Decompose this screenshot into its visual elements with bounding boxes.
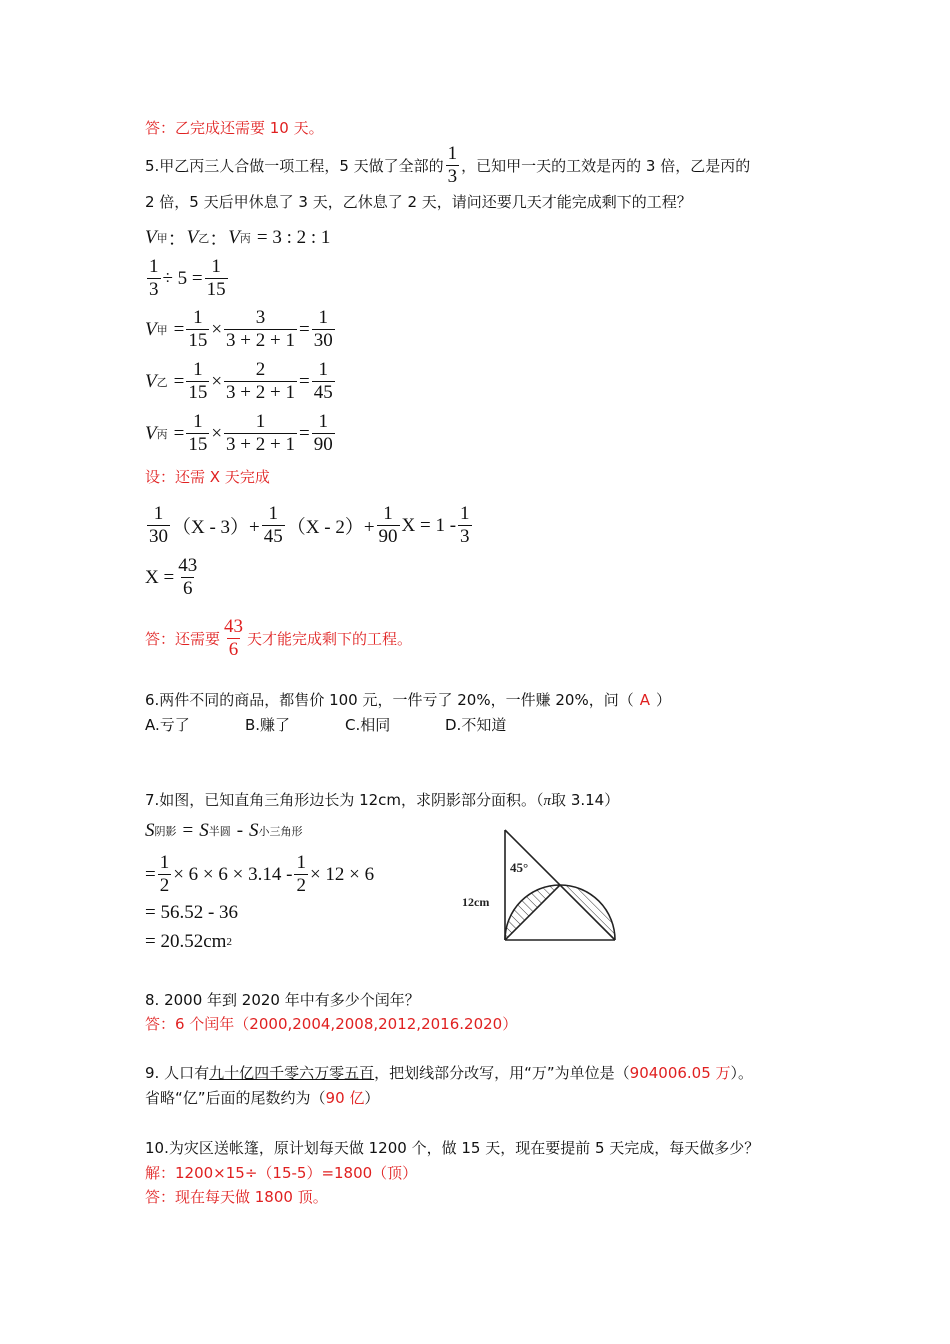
- row-times: ×: [211, 370, 223, 392]
- q6-option-c: C.相同: [345, 716, 391, 734]
- q5-answer-post: 天才能完成剩下的工程。: [247, 630, 413, 648]
- row-res-num: 1: [318, 411, 328, 432]
- row-res-num: 1: [318, 307, 328, 328]
- q7-l3-text: = 56.52 - 36: [145, 902, 239, 923]
- step1-r-num: 1: [211, 256, 221, 277]
- q7-l2-eq: =: [145, 863, 156, 885]
- row-den1: 15: [188, 330, 208, 351]
- q6-option-a: A.亏了: [145, 716, 190, 734]
- q9-line2-pre: 省略“亿”后面的尾数约为（: [145, 1089, 326, 1107]
- q10-solution: 解：1200×15÷（15-5）=1800（顶）: [145, 1164, 418, 1182]
- q9-line2: [145, 1088, 379, 1108]
- q7-figure: [460, 822, 630, 950]
- q7-s1: S: [145, 820, 155, 841]
- q9-answer1: 904006.05 万: [629, 1064, 731, 1082]
- q5-ratio: [145, 224, 330, 251]
- row-eq: =: [173, 422, 185, 444]
- step1-a-num: 1: [149, 256, 159, 277]
- q7-s2: S: [199, 820, 209, 841]
- row-res-den: 90: [313, 434, 333, 455]
- q7-l2-f2-num: 1: [296, 852, 306, 873]
- q5-stem-fraction: [446, 143, 460, 188]
- row-num1: 1: [193, 359, 203, 380]
- q5-stem-frac-num: 1: [447, 143, 458, 164]
- q5-stem-frac-den: 3: [447, 166, 458, 187]
- q5-let: 设：还需 X 天完成: [145, 468, 270, 486]
- q5-solution: [145, 555, 201, 600]
- row-den1: 15: [188, 434, 208, 455]
- q9-underlined: 九十亿四千零六万零五百: [209, 1064, 375, 1082]
- row-sub: 甲: [156, 324, 168, 337]
- q7-eq: =: [182, 820, 194, 841]
- q7-l2-end: × 12 × 6: [309, 863, 375, 885]
- eq-f3-num: 1: [383, 503, 393, 524]
- row-sub: 乙: [156, 376, 168, 389]
- q9-line1: [145, 1063, 753, 1083]
- q7-l4-sup: 2: [226, 936, 232, 948]
- sol-lhs: X =: [145, 566, 175, 588]
- q7-stem: [145, 790, 619, 811]
- row-num2: 2: [255, 359, 266, 380]
- q7-line4: [145, 931, 232, 953]
- eq-t2: （X - 2）+: [286, 517, 375, 538]
- q5-answer-den: 6: [228, 639, 239, 660]
- q5-stem-part2: ，已知甲一天的工效是丙的 3 倍，乙是丙的: [461, 157, 751, 175]
- q7-minus: -: [236, 820, 244, 841]
- q5-answer-num: 43: [224, 616, 244, 637]
- q9-close2: ）: [364, 1089, 380, 1107]
- ratio-sub-jia: 甲: [156, 232, 168, 245]
- row-den2: 3 + 2 + 1: [226, 382, 295, 403]
- q8-answer: 答：6 个闰年（2000,2004,2008,2012,2016.2020）: [145, 1015, 518, 1033]
- row-v: V: [145, 370, 157, 392]
- q9-pre: 9. 人口有: [145, 1064, 210, 1082]
- row-v: V: [145, 422, 157, 444]
- q7-stem-end: 取 3.14）: [551, 791, 620, 809]
- q6-answer: A: [639, 691, 650, 709]
- q5-row-bing: [145, 411, 337, 456]
- step1-op: ÷ 5 =: [162, 267, 203, 289]
- q7-s3: S: [249, 820, 259, 841]
- q5-stem-line1: [145, 143, 750, 188]
- row-num1: 1: [193, 307, 203, 328]
- q6-stem-text: 6.两件不同的商品，都售价 100 元，一件亏了 20%，一件赚 20%，问（: [145, 691, 634, 709]
- q7-sub-xiaosanjiao: 小三角形: [258, 826, 303, 838]
- ratio-v1: V: [145, 226, 157, 248]
- step1-r-den: 15: [206, 279, 226, 300]
- q10-answer: 答：现在每天做 1800 顶。: [145, 1188, 328, 1206]
- ratio-v3: V: [228, 226, 240, 248]
- ratio-v2: V: [186, 226, 199, 248]
- row-eq: =: [173, 370, 185, 392]
- q5-answer: [145, 616, 412, 661]
- row-num2: 1: [255, 411, 266, 432]
- q7-sub-yinying: 阴影: [154, 826, 177, 838]
- eq-f3-den: 90: [378, 526, 398, 547]
- row-times: ×: [211, 318, 223, 340]
- q6-option-d: D.不知道: [445, 716, 507, 734]
- eq-t3: X = 1 -: [401, 514, 457, 536]
- q7-l2-mid: × 6 × 6 × 3.14 -: [173, 863, 293, 885]
- q7-l2-f1-num: 1: [159, 852, 170, 873]
- row-sub: 丙: [156, 428, 168, 441]
- q7-line1: [145, 820, 303, 842]
- row-num2: 3: [255, 307, 266, 328]
- q5-stem-line2: 2 倍，5 天后甲休息了 3 天，乙休息了 2 天，请问还要几天才能完成剩下的工程？: [145, 193, 692, 211]
- ratio-rhs: = 3 : 2 : 1: [256, 226, 331, 248]
- row-v: V: [145, 318, 157, 340]
- q4-answer: 答：乙完成还需要 10 天。: [145, 119, 324, 137]
- q7-sub-banyuan: 半圆: [208, 826, 231, 838]
- q7-pi: π: [543, 793, 552, 809]
- row-res-den: 30: [313, 330, 333, 351]
- q9-answer2: 90 亿: [325, 1089, 365, 1107]
- ratio-sub-yi: 乙: [198, 232, 210, 245]
- q5-row-jia: [145, 307, 337, 352]
- row-den1: 15: [188, 382, 208, 403]
- ratio-sub-bing: 丙: [239, 232, 251, 245]
- sol-den: 6: [182, 578, 193, 599]
- angle-label: 45°: [510, 860, 529, 875]
- row-res-den: 45: [313, 382, 333, 403]
- q7-line3: [145, 902, 238, 924]
- eq-f2-den: 45: [263, 526, 283, 547]
- q6-close: ）: [655, 691, 671, 709]
- q7-l2-f1-den: 2: [159, 875, 170, 896]
- q7-l4-text: = 20.52cm: [145, 931, 227, 952]
- row-den2: 3 + 2 + 1: [226, 434, 295, 455]
- q5-row-yi: [145, 359, 337, 404]
- row-eq2: =: [298, 422, 310, 444]
- q5-stem-part1: 5.甲乙丙三人合做一项工程，5 天做了全部的: [145, 157, 444, 175]
- q9-close1: ）。: [730, 1064, 754, 1082]
- eq-f1-num: 1: [153, 503, 164, 524]
- row-times: ×: [211, 422, 223, 444]
- sol-num: 43: [178, 555, 198, 576]
- q9-mid: ，把划线部分改写，用“万”为单位是（: [374, 1064, 630, 1082]
- eq-f1-den: 30: [149, 526, 168, 547]
- q7-l2-f2-den: 2: [296, 875, 306, 896]
- q7-stem-text: 7.如图，已知直角三角形边长为 12cm，求阴影部分面积。（: [145, 791, 544, 809]
- q5-equation: [145, 503, 474, 548]
- q5-answer-pre: 答：还需要: [145, 630, 221, 648]
- q6-stem: [145, 690, 671, 710]
- eq-f4-num: 1: [460, 503, 470, 524]
- ratio-colon2: ：: [209, 229, 229, 250]
- eq-t1: （X - 3）+: [172, 517, 260, 538]
- q7-line2: [145, 852, 374, 897]
- row-eq2: =: [298, 370, 310, 392]
- q8-stem: 8. 2000 年到 2020 年中有多少个闰年？: [145, 991, 420, 1009]
- ratio-colon1: ：: [167, 229, 187, 250]
- q5-step1: [145, 256, 230, 301]
- step1-a-den: 3: [149, 279, 159, 300]
- row-res-num: 1: [318, 359, 328, 380]
- row-eq: =: [173, 318, 185, 340]
- row-den2: 3 + 2 + 1: [226, 330, 295, 351]
- q10-stem: 10.为灾区送帐篷，原计划每天做 1200 个，做 15 天，现在要提前 5 天完成，每天做多少？: [145, 1139, 760, 1157]
- row-num1: 1: [193, 411, 203, 432]
- q6-option-b: B.赚了: [245, 716, 291, 734]
- eq-f2-num: 1: [268, 503, 279, 524]
- side-label: 12cm: [462, 895, 490, 909]
- row-eq2: =: [298, 318, 310, 340]
- eq-f4-den: 3: [460, 526, 470, 547]
